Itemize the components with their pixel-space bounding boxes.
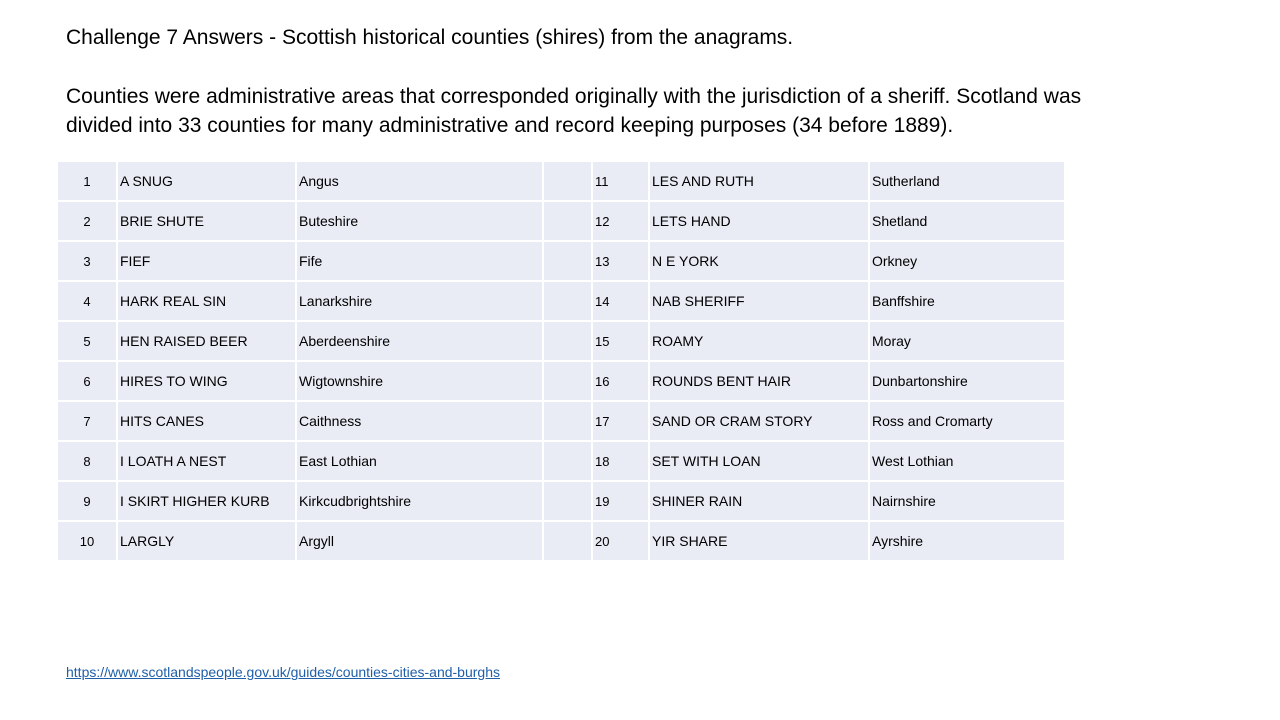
clue-number-right: 17: [592, 401, 649, 441]
table-row: [57, 161, 1065, 201]
spacer-cell: [543, 441, 592, 481]
county-answer-left: Kirkcudbrightshire: [296, 481, 543, 521]
table-row: [57, 321, 1065, 361]
spacer-cell: [543, 201, 592, 241]
anagram-left: FIEF: [117, 241, 296, 281]
spacer-cell: [543, 281, 592, 321]
table-row: [57, 481, 1065, 521]
anagram-right: N E YORK: [649, 241, 869, 281]
anagram-right: ROAMY: [649, 321, 869, 361]
county-answer-right: Moray: [869, 321, 1065, 361]
clue-number-right: 14: [592, 281, 649, 321]
clue-number-left: 8: [57, 441, 117, 481]
county-answer-left: Angus: [296, 161, 543, 201]
clue-number-left: 5: [57, 321, 117, 361]
clue-number-right: 19: [592, 481, 649, 521]
table-row: [57, 401, 1065, 441]
anagram-left: A SNUG: [117, 161, 296, 201]
anagram-left: HIRES TO WING: [117, 361, 296, 401]
slide-title: Challenge 7 Answers - Scottish historical counties (shires) from the anagrams.: [66, 26, 794, 49]
anagram-left: HEN RAISED BEER: [117, 321, 296, 361]
anagram-right: SET WITH LOAN: [649, 441, 869, 481]
county-answer-left: Wigtownshire: [296, 361, 543, 401]
anagram-left: HITS CANES: [117, 401, 296, 441]
clue-number-left: 1: [57, 161, 117, 201]
clue-number-left: 10: [57, 521, 117, 561]
clue-number-right: 13: [592, 241, 649, 281]
clue-number-left: 3: [57, 241, 117, 281]
intro-paragraph: Counties were administrative areas that corresponded originally with the jurisdiction of a sheriff. Scotland was divided into 33 counties for many administrative and record keeping purposes (34 before 1889).: [66, 85, 1082, 137]
clue-number-right: 16: [592, 361, 649, 401]
county-answer-left: Buteshire: [296, 201, 543, 241]
spacer-cell: [543, 161, 592, 201]
table-row: [57, 521, 1065, 561]
anagram-left: LARGLY: [117, 521, 296, 561]
county-answer-left: Fife: [296, 241, 543, 281]
county-answer-left: Caithness: [296, 401, 543, 441]
county-answer-right: Ross and Cromarty: [869, 401, 1065, 441]
county-answer-right: West Lothian: [869, 441, 1065, 481]
county-answer-left: East Lothian: [296, 441, 543, 481]
anagram-left: BRIE SHUTE: [117, 201, 296, 241]
clue-number-right: 20: [592, 521, 649, 561]
clue-number-right: 12: [592, 201, 649, 241]
spacer-cell: [543, 321, 592, 361]
source-link[interactable]: https://www.scotlandspeople.gov.uk/guides/counties-cities-and-burghs: [66, 664, 500, 680]
spacer-cell: [543, 401, 592, 441]
county-answer-right: Ayrshire: [869, 521, 1065, 561]
county-answer-left: Lanarkshire: [296, 281, 543, 321]
clue-number-left: 4: [57, 281, 117, 321]
anagram-right: LETS HAND: [649, 201, 869, 241]
anagram-right: NAB SHERIFF: [649, 281, 869, 321]
table-row: [57, 441, 1065, 481]
answers-table: [56, 160, 1066, 562]
county-answer-right: Shetland: [869, 201, 1065, 241]
table-row: [57, 201, 1065, 241]
anagram-right: SAND OR CRAM STORY: [649, 401, 869, 441]
county-answer-right: Orkney: [869, 241, 1065, 281]
clue-number-left: 2: [57, 201, 117, 241]
anagram-right: LES AND RUTH: [649, 161, 869, 201]
spacer-cell: [543, 521, 592, 561]
table-row: [57, 281, 1065, 321]
clue-number-left: 9: [57, 481, 117, 521]
anagram-left: I SKIRT HIGHER KURB: [117, 481, 296, 521]
anagram-right: SHINER RAIN: [649, 481, 869, 521]
answers-table-body: [57, 161, 1065, 561]
table-row: [57, 361, 1065, 401]
anagram-right: YIR SHARE: [649, 521, 869, 561]
anagram-left: HARK REAL SIN: [117, 281, 296, 321]
county-answer-left: Aberdeenshire: [296, 321, 543, 361]
spacer-cell: [543, 481, 592, 521]
table-row: [57, 241, 1065, 281]
clue-number-right: 15: [592, 321, 649, 361]
clue-number-left: 6: [57, 361, 117, 401]
clue-number-right: 11: [592, 161, 649, 201]
spacer-cell: [543, 241, 592, 281]
clue-number-right: 18: [592, 441, 649, 481]
county-answer-right: Banffshire: [869, 281, 1065, 321]
clue-number-left: 7: [57, 401, 117, 441]
anagram-right: ROUNDS BENT HAIR: [649, 361, 869, 401]
county-answer-right: Sutherland: [869, 161, 1065, 201]
county-answer-left: Argyll: [296, 521, 543, 561]
spacer-cell: [543, 361, 592, 401]
anagram-left: I LOATH A NEST: [117, 441, 296, 481]
county-answer-right: Dunbartonshire: [869, 361, 1065, 401]
county-answer-right: Nairnshire: [869, 481, 1065, 521]
